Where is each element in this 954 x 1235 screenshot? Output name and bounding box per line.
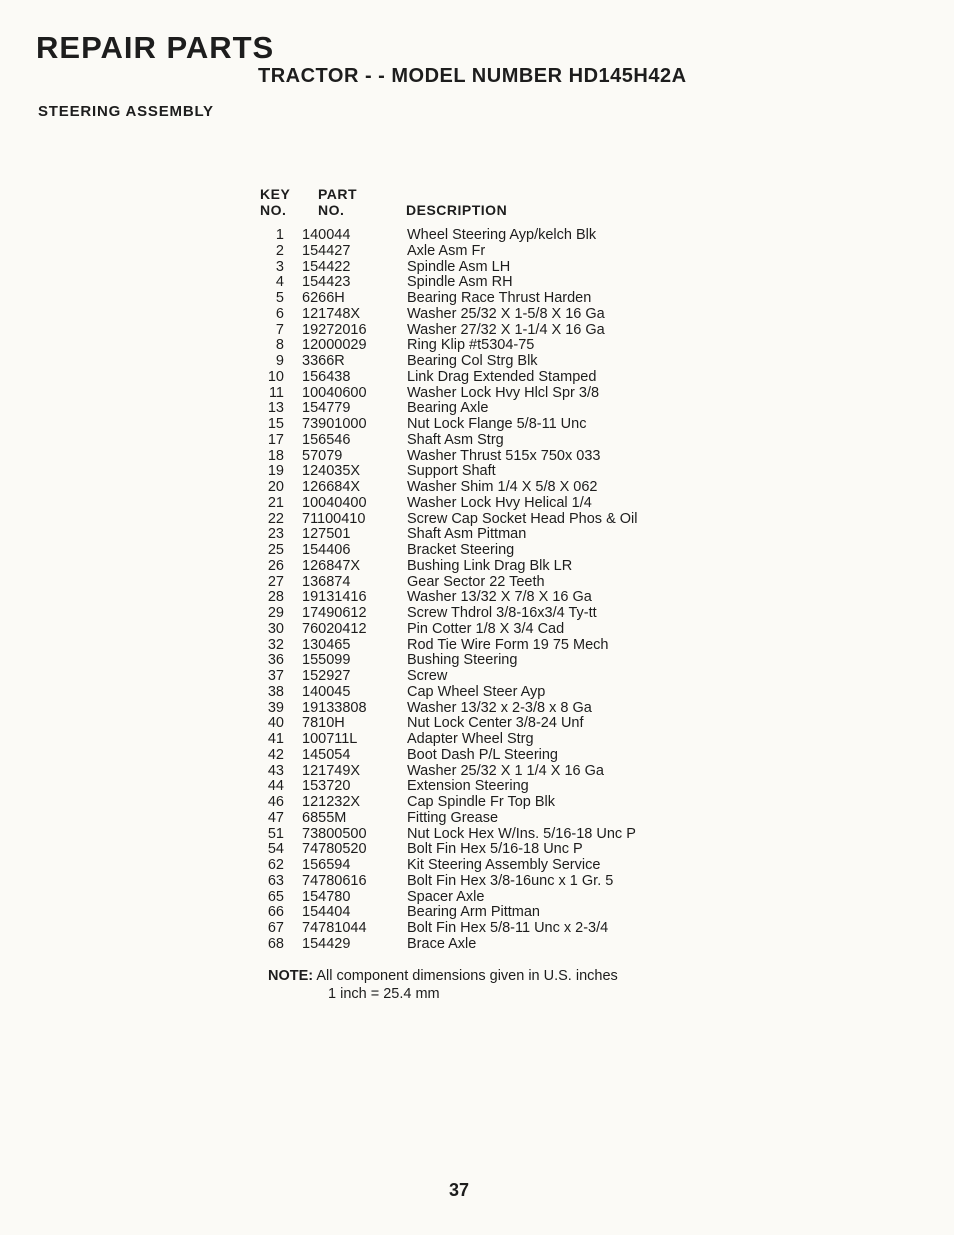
- key-no: 13: [267, 400, 284, 417]
- part-description: Washer 27/32 X 1-1/4 X 16 Ga: [407, 321, 605, 338]
- key-no: 3: [275, 258, 284, 275]
- part-no: 17490612: [302, 605, 367, 621]
- model-number-heading: TRACTOR - - MODEL NUMBER HD145H42A: [258, 65, 687, 87]
- table-row: [0, 527, 954, 543]
- table-row: [0, 338, 954, 354]
- table-row: [0, 685, 954, 701]
- key-no: 9: [275, 353, 284, 369]
- key-no: 62: [267, 857, 284, 873]
- part-description: Screw: [407, 668, 448, 684]
- part-description: Bearing Axle: [407, 400, 489, 417]
- key-no: 6: [275, 305, 284, 322]
- key-no: 41: [267, 731, 284, 747]
- key-no: 1: [275, 227, 284, 243]
- table-row: [0, 716, 954, 732]
- table-row: [0, 795, 954, 811]
- table-row: [0, 827, 954, 843]
- table-row: [0, 748, 954, 764]
- key-no: 68: [267, 935, 284, 952]
- table-row: [0, 575, 954, 591]
- part-description: Washer Thrust 515x 750x 033: [407, 447, 601, 464]
- key-no: 7: [275, 321, 284, 338]
- table-row: [0, 622, 954, 638]
- page-number: 37: [449, 1180, 470, 1200]
- table-row: [0, 874, 954, 890]
- key-no: 36: [267, 652, 284, 669]
- part-description: Bolt Fin Hex 5/16-18 Unc P: [407, 841, 583, 858]
- part-no: 100711L: [302, 731, 358, 747]
- part-no: 121749X: [302, 762, 361, 779]
- table-row: [0, 433, 954, 449]
- part-no: 155099: [302, 652, 351, 669]
- key-no: 11: [268, 384, 284, 401]
- part-no: 6266H: [302, 290, 345, 306]
- part-description: Bushing Link Drag Blk LR: [407, 557, 573, 574]
- part-description: Shaft Asm Pittman: [407, 526, 527, 543]
- key-no: 40: [267, 715, 284, 732]
- part-no: 145054: [302, 746, 351, 763]
- part-no: 156594: [302, 857, 351, 873]
- part-no: 19272016: [302, 321, 367, 338]
- part-no: 154429: [302, 935, 351, 952]
- key-no: 4: [275, 274, 284, 291]
- part-description: Axle Asm Fr: [407, 242, 486, 259]
- key-no: 22: [267, 510, 284, 527]
- part-description: Washer 25/32 X 1 1/4 X 16 Ga: [407, 762, 604, 779]
- key-no: 27: [267, 573, 284, 590]
- table-row: [0, 291, 954, 307]
- part-description: Nut Lock Flange 5/8-11 Unc: [407, 416, 587, 432]
- part-no-header: [318, 186, 357, 218]
- part-no: 136874: [302, 573, 351, 590]
- part-no: 76020412: [302, 620, 367, 637]
- table-row: [0, 401, 954, 417]
- part-description: Bolt Fin Hex 5/8-11 Unc x 2-3/4: [407, 920, 609, 936]
- part-description: Ring Klip #t5304-75: [407, 337, 535, 354]
- note-line1: All component dimensions given in U.S. inches: [316, 968, 618, 984]
- key-no: 39: [267, 699, 284, 716]
- part-description: Bolt Fin Hex 3/8-16unc x 1 Gr. 5: [407, 872, 614, 889]
- table-row: [0, 921, 954, 937]
- table-row: [0, 417, 954, 433]
- part-description: Bearing Arm Pittman: [407, 904, 540, 921]
- key-no: 46: [267, 794, 284, 810]
- key-no: 28: [267, 589, 284, 606]
- part-header-line1: PART: [318, 186, 358, 202]
- table-row: [0, 653, 954, 669]
- note: [268, 968, 618, 984]
- table-row: [0, 701, 954, 717]
- table-row: [0, 606, 954, 622]
- part-description: Washer 13/32 X 7/8 X 16 Ga: [407, 589, 592, 606]
- description-header: DESCRIPTION: [406, 202, 508, 218]
- part-description: Rod Tie Wire Form 19 75 Mech: [407, 636, 609, 653]
- key-no: 5: [275, 290, 284, 306]
- part-no: 6855M: [302, 809, 347, 826]
- part-description: Washer Lock Hvy Helical 1/4: [407, 494, 592, 511]
- part-no: 140045: [302, 683, 351, 700]
- parts-list: [0, 228, 954, 953]
- part-no: 152927: [302, 668, 351, 684]
- part-description: Washer 25/32 X 1-5/8 X 16 Ga: [407, 305, 605, 322]
- part-description: Boot Dash P/L Steering: [407, 746, 558, 763]
- part-description: Fitting Grease: [407, 809, 499, 826]
- key-no: 30: [267, 620, 284, 637]
- table-row: [0, 638, 954, 654]
- key-no: 38: [267, 683, 284, 700]
- key-no: 26: [267, 557, 284, 574]
- key-no: 65: [267, 888, 284, 905]
- table-row: [0, 354, 954, 370]
- part-description: Adapter Wheel Strg: [407, 731, 534, 747]
- part-description: Extension Steering: [407, 778, 529, 795]
- note-line2: 1 inch = 25.4 mm: [328, 986, 440, 1002]
- table-row: [0, 370, 954, 386]
- part-description: Screw Cap Socket Head Phos & Oil: [407, 510, 638, 527]
- key-no: 18: [267, 447, 284, 464]
- part-description: Spindle Asm LH: [407, 258, 511, 275]
- part-no: 127501: [302, 526, 351, 543]
- key-no: 47: [267, 809, 284, 826]
- table-row: [0, 449, 954, 465]
- part-description: Cap Spindle Fr Top Blk: [407, 794, 556, 810]
- table-row: [0, 260, 954, 276]
- part-no: 154423: [302, 274, 351, 291]
- key-header-line2: NO.: [260, 202, 287, 218]
- part-description: Bracket Steering: [407, 542, 515, 558]
- key-no: 44: [267, 778, 284, 795]
- part-description: Wheel Steering Ayp/kelch Blk: [407, 227, 597, 243]
- table-row: [0, 307, 954, 323]
- key-no: 15: [267, 416, 284, 432]
- part-no: 73901000: [302, 416, 367, 432]
- part-no: 3366R: [302, 353, 345, 369]
- part-no: 154422: [302, 258, 351, 275]
- part-no: 124035X: [302, 463, 361, 480]
- key-no: 43: [267, 762, 284, 779]
- table-row: [0, 323, 954, 339]
- table-row: [0, 480, 954, 496]
- key-no: 19: [267, 463, 284, 480]
- part-description: Link Drag Extended Stamped: [407, 368, 597, 385]
- key-no: 66: [267, 904, 284, 921]
- part-description: Brace Axle: [407, 935, 477, 952]
- part-no: 154779: [302, 400, 351, 417]
- part-description: Shaft Asm Strg: [407, 431, 504, 448]
- part-no: 130465: [302, 636, 351, 653]
- part-description: Nut Lock Center 3/8-24 Unf: [407, 715, 584, 732]
- part-no: 71100410: [302, 510, 366, 527]
- page-title: REPAIR PARTS: [36, 30, 275, 65]
- part-description: Washer Lock Hvy Hlcl Spr 3/8: [407, 384, 600, 401]
- key-no: 8: [275, 337, 284, 354]
- key-no: 25: [267, 542, 284, 558]
- part-no: 156546: [302, 431, 351, 448]
- part-description: Washer 13/32 x 2-3/8 x 8 Ga: [407, 699, 592, 716]
- part-no: 154780: [302, 888, 351, 905]
- key-no-header: [260, 186, 290, 218]
- part-no: 73800500: [302, 825, 367, 842]
- part-description: Pin Cotter 1/8 X 3/4 Cad: [407, 620, 565, 637]
- table-row: [0, 275, 954, 291]
- part-no: 19133808: [302, 699, 367, 716]
- part-no: 74780616: [302, 872, 367, 889]
- table-row: [0, 512, 954, 528]
- table-row: [0, 764, 954, 780]
- key-no: 10: [267, 368, 284, 385]
- part-header-line2: NO.: [318, 202, 345, 218]
- part-description: Screw Thdrol 3/8-16x3/4 Ty-tt: [407, 605, 597, 621]
- table-row: [0, 559, 954, 575]
- part-no: 12000029: [302, 337, 367, 354]
- part-no: 153720: [302, 778, 351, 795]
- table-row: [0, 244, 954, 260]
- part-description: Spacer Axle: [407, 888, 485, 905]
- part-description: Bearing Col Strg Blk: [407, 353, 538, 369]
- table-row: [0, 669, 954, 685]
- table-row: [0, 464, 954, 480]
- part-no: 74780520: [302, 841, 367, 858]
- key-no: 37: [267, 668, 284, 684]
- key-no: 42: [267, 746, 284, 763]
- part-no: 154406: [302, 542, 351, 558]
- table-row: [0, 732, 954, 748]
- part-no: 121232X: [302, 794, 361, 810]
- part-no: 10040400: [302, 494, 367, 511]
- table-row: [0, 386, 954, 402]
- part-no: 57079: [302, 447, 343, 464]
- part-description: Washer Shim 1/4 X 5/8 X 062: [407, 479, 598, 495]
- table-row: [0, 590, 954, 606]
- table-row: [0, 496, 954, 512]
- key-no: 67: [267, 920, 284, 936]
- part-description: Nut Lock Hex W/Ins. 5/16-18 Unc P: [407, 825, 636, 842]
- part-no: 156438: [302, 368, 351, 385]
- table-row: [0, 779, 954, 795]
- table-row: [0, 842, 954, 858]
- part-no: 140044: [302, 227, 351, 243]
- table-row: [0, 858, 954, 874]
- key-header-line1: KEY: [260, 186, 291, 202]
- part-no: 154427: [302, 242, 351, 259]
- part-no: 19131416: [302, 589, 367, 606]
- part-no: 154404: [302, 904, 351, 921]
- table-row: [0, 905, 954, 921]
- key-no: 51: [267, 825, 284, 842]
- part-description: Spindle Asm RH: [407, 274, 513, 291]
- key-no: 54: [267, 841, 284, 858]
- part-no: 10040600: [302, 384, 367, 401]
- part-no: 74781044: [302, 920, 367, 936]
- table-row: [0, 937, 954, 953]
- key-no: 63: [267, 872, 284, 889]
- table-row: [0, 228, 954, 244]
- part-no: 126847X: [302, 557, 361, 574]
- key-no: 20: [267, 479, 284, 495]
- table-row: [0, 543, 954, 559]
- part-description: Bearing Race Thrust Harden: [407, 290, 592, 306]
- section-heading: STEERING ASSEMBLY: [38, 103, 214, 120]
- part-description: Bushing Steering: [407, 652, 518, 669]
- table-row: [0, 890, 954, 906]
- note-label: NOTE:: [268, 968, 314, 984]
- part-no: 121748X: [302, 305, 361, 322]
- part-description: Kit Steering Assembly Service: [407, 857, 601, 873]
- table-row: [0, 811, 954, 827]
- part-description: Support Shaft: [407, 463, 496, 480]
- key-no: 29: [267, 605, 284, 621]
- part-description: Gear Sector 22 Teeth: [407, 573, 545, 590]
- key-no: 32: [267, 636, 284, 653]
- part-no: 7810H: [302, 715, 345, 732]
- key-no: 23: [267, 526, 284, 543]
- key-no: 2: [275, 242, 284, 259]
- key-no: 21: [267, 494, 284, 511]
- part-no: 126684X: [302, 479, 361, 495]
- key-no: 17: [267, 431, 284, 448]
- part-description: Cap Wheel Steer Ayp: [407, 683, 546, 700]
